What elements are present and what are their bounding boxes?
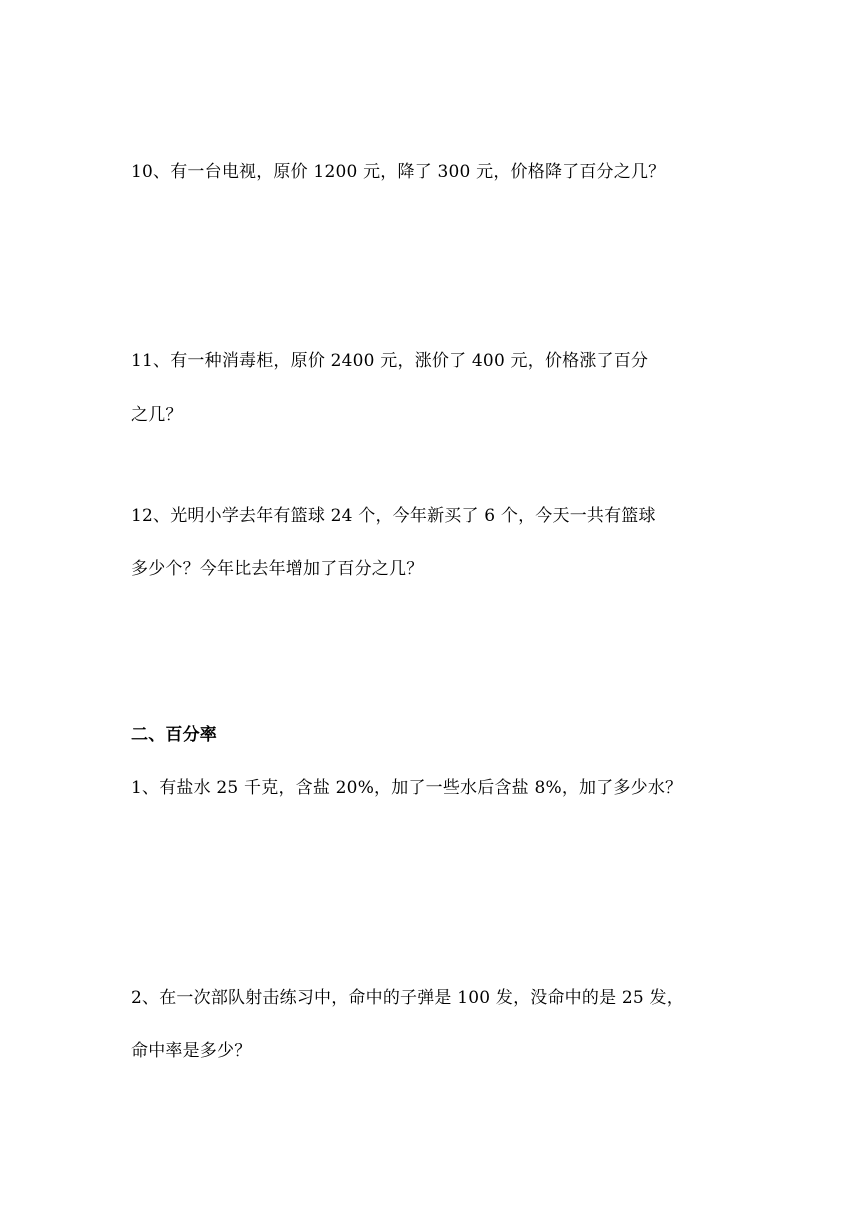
section-heading-percentage-rate: 二、百分率 [131, 725, 217, 745]
question-12-line-1: 12、光明小学去年有篮球 24 个，今年新买了 6 个，今天一共有篮球 [131, 506, 656, 526]
question-1: 1、有盐水 25 千克，含盐 20%，加了一些水后含盐 8%，加了多少水？ [131, 778, 683, 798]
question-2-line-2: 命中率是多少？ [131, 1041, 252, 1061]
question-11-line-2: 之几？ [131, 405, 183, 425]
question-10: 10、有一台电视，原价 1200 元，降了 300 元，价格降了百分之几？ [131, 162, 666, 182]
question-12-line-2: 多少个？今年比去年增加了百分之几？ [131, 559, 424, 579]
question-11-line-1: 11、有一种消毒柜，原价 2400 元，涨价了 400 元，价格涨了百分 [131, 351, 649, 371]
question-2-line-1: 2、在一次部队射击练习中，命中的子弹是 100 发，没命中的是 25 发， [131, 988, 684, 1008]
